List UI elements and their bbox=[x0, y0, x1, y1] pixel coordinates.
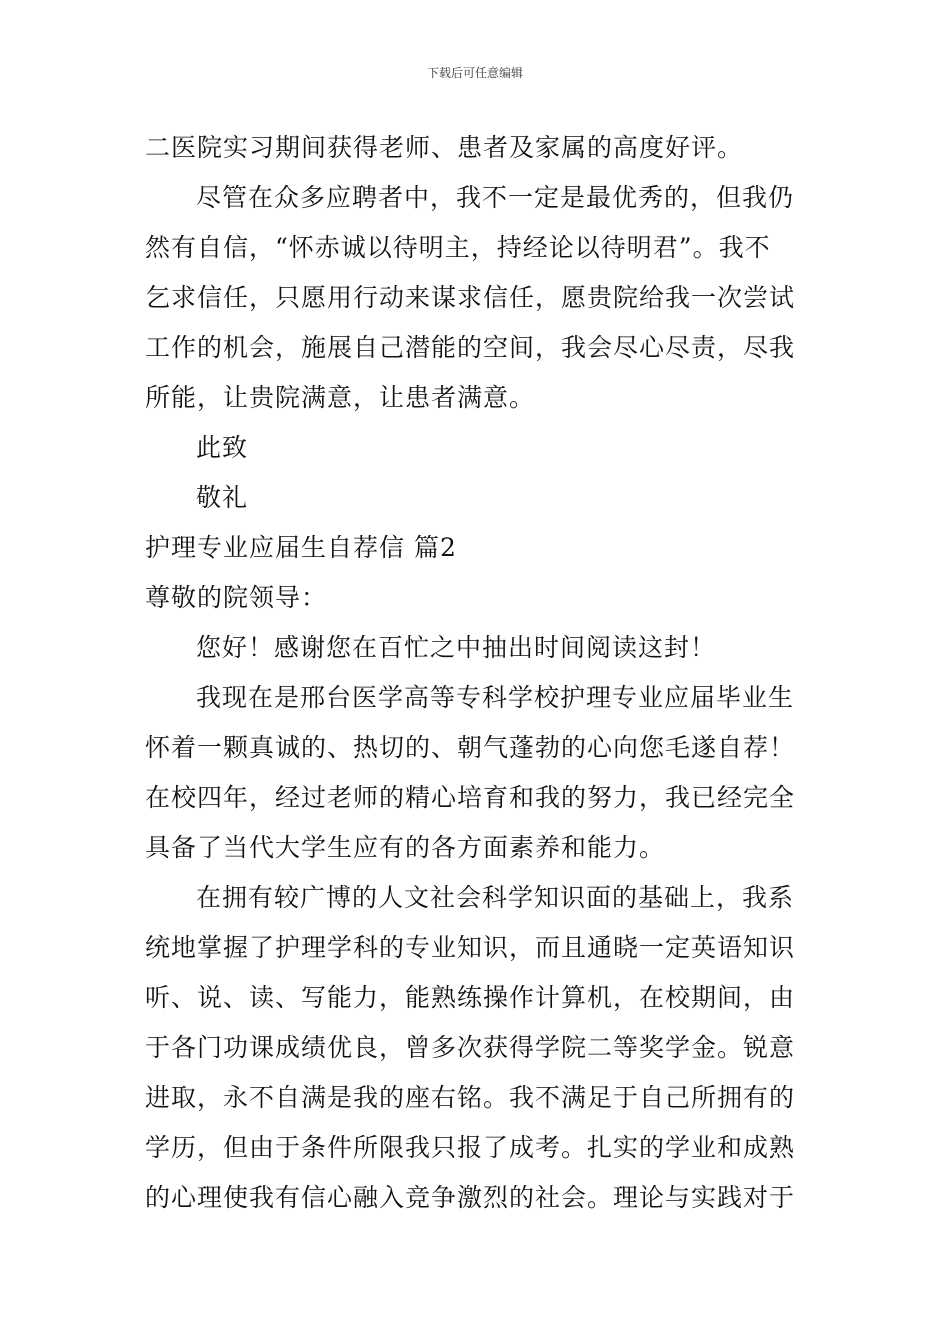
page-header-note: 下载后可任意编辑 bbox=[426, 66, 523, 80]
body-line: 所能，让贵院满意，让患者满意。 bbox=[145, 383, 536, 412]
body-line: 的心理使我有信心融入竞争激烈的社会。理论与实践对于 bbox=[145, 1183, 796, 1212]
closing-salutation: 此致 bbox=[196, 433, 249, 462]
body-line: 具备了当代大学生应有的各方面素养和能力。 bbox=[145, 833, 666, 862]
body-line: 在校四年，经过老师的精心培育和我的努力，我已经完全 bbox=[145, 783, 796, 812]
body-line: 您好！感谢您在百忙之中抽出时间阅读这封！ bbox=[196, 633, 717, 662]
body-line: 于各门功课成绩优良，曾多次获得学院二等奖学金。锐意 bbox=[145, 1033, 796, 1062]
body-line: 听、说、读、写能力，能熟练操作计算机，在校期间，由 bbox=[145, 983, 796, 1012]
body-line: 二医院实习期间获得老师、患者及家属的高度好评。 bbox=[145, 133, 744, 162]
body-line: 然有自信，“怀赤诚以待明主，持经论以待明君”。我不 bbox=[145, 233, 771, 262]
body-line: 工作的机会，施展自己潜能的空间，我会尽心尽责，尽我 bbox=[145, 333, 796, 362]
body-line: 乞求信任，只愿用行动来谋求信任，愿贵院给我一次尝试 bbox=[145, 283, 796, 312]
body-line: 进取，永不自满是我的座右铭。我不满足于自己所拥有的 bbox=[145, 1083, 796, 1112]
body-line: 统地掌握了护理学科的专业知识，而且通晓一定英语知识 bbox=[145, 933, 796, 962]
closing-regards: 敬礼 bbox=[196, 483, 249, 512]
body-line: 在拥有较广博的人文社会科学知识面的基础上，我系 bbox=[196, 883, 795, 912]
body-line: 学历，但由于条件所限我只报了成考。扎实的学业和成熟 bbox=[145, 1133, 796, 1162]
body-line: 尽管在众多应聘者中，我不一定是最优秀的，但我仍 bbox=[196, 183, 795, 212]
section-title: 护理专业应届生自荐信 篇2 bbox=[145, 533, 457, 562]
body-line: 我现在是邢台医学高等专科学校护理专业应届毕业生 bbox=[196, 683, 795, 712]
body-line: 怀着一颗真诚的、热切的、朝气蓬勃的心向您毛遂自荐！ bbox=[145, 733, 796, 762]
letter-greeting: 尊敬的院领导： bbox=[145, 583, 328, 612]
